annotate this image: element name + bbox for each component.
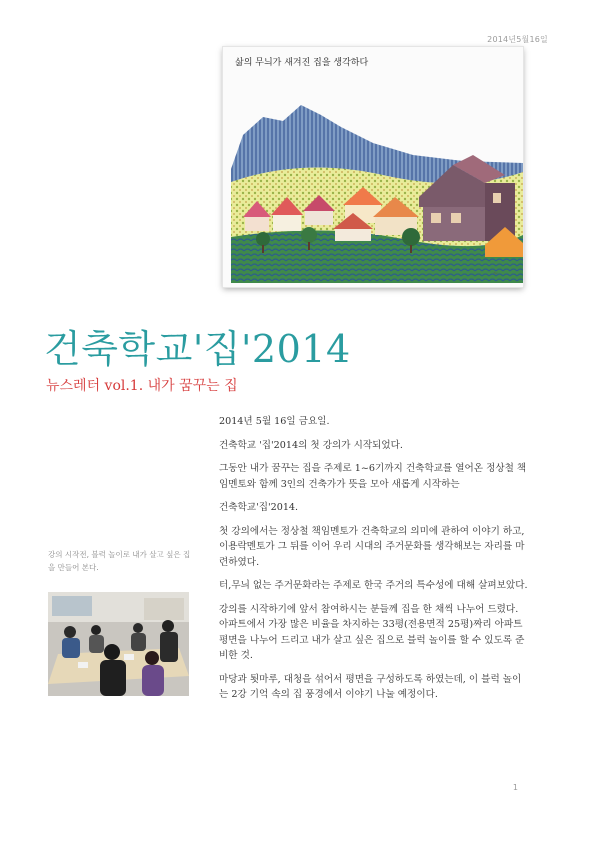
hero-caption: 삶의 무늬가 새겨진 집을 생각하다 — [235, 58, 369, 68]
workshop-photo-image — [48, 592, 189, 696]
paragraph-date: 2014년 5월 16일 금요일. — [219, 416, 330, 427]
paragraph: 마당과 툇마루, 대청을 섞어서 평면을 구성하도록 하였는데, 이 블럭 놀이는 2강 기억 속의 집 풍경에서 이야기 나눌 예정이다. — [219, 673, 522, 700]
paragraph: 건축학교'집'2014. — [219, 502, 299, 513]
paragraph: 그동안 내가 꿈꾸는 집을 주제로 1~6기까지 건축학교를 열어온 정상철 책임멘토와 함께 3인의 건축가가 뜻을 모아 새롭게 시작하는 — [219, 463, 527, 490]
hero-painting — [223, 47, 523, 287]
svg-text:~: ~ — [493, 270, 499, 277]
paragraph: 첫 강의에서는 정상철 책임멘토가 건축학교의 의미에 관하여 이야기 하고, 이용락멘토가 그 뒤를 이어 우리 시대의 주거문화를 생각해보는 자리를 마련하였다. — [219, 525, 525, 568]
header-date: 2014년5월16일 — [487, 35, 548, 44]
photo-caption: 강의 시작전, 블럭 놀이로 내가 살고 싶은 집을 만들어 본다. — [48, 550, 191, 572]
newsletter-subtitle: 뉴스레터 vol.1. 내가 꿈꾸는 집 — [46, 378, 238, 394]
workshop-photo — [48, 592, 189, 696]
page-number: 1 — [512, 783, 518, 792]
page-title: 건축학교'집'2014 — [44, 327, 351, 371]
article-body — [219, 414, 529, 711]
paragraph: 강의를 시작하기에 앞서 참여하시는 분들께 집을 한 채씩 나누어 드렸다. 아파트에서 가장 많은 비율을 차지하는 33평(전용면적 25평)짜리 아파트평면을 나누어 드리고 내가 살고 싶은 집으로 블럭 놀이를 할 수 있도록 준비한 것. — [219, 603, 525, 661]
paragraph: 터,무늬 없는 주거문화라는 주제로 한국 주거의 특수성에 대해 살펴보았다. — [219, 580, 528, 591]
paragraph: 건축학교 '집'2014의 첫 강의가 시작되었다. — [219, 439, 403, 451]
landscape-painting-image — [223, 47, 523, 287]
